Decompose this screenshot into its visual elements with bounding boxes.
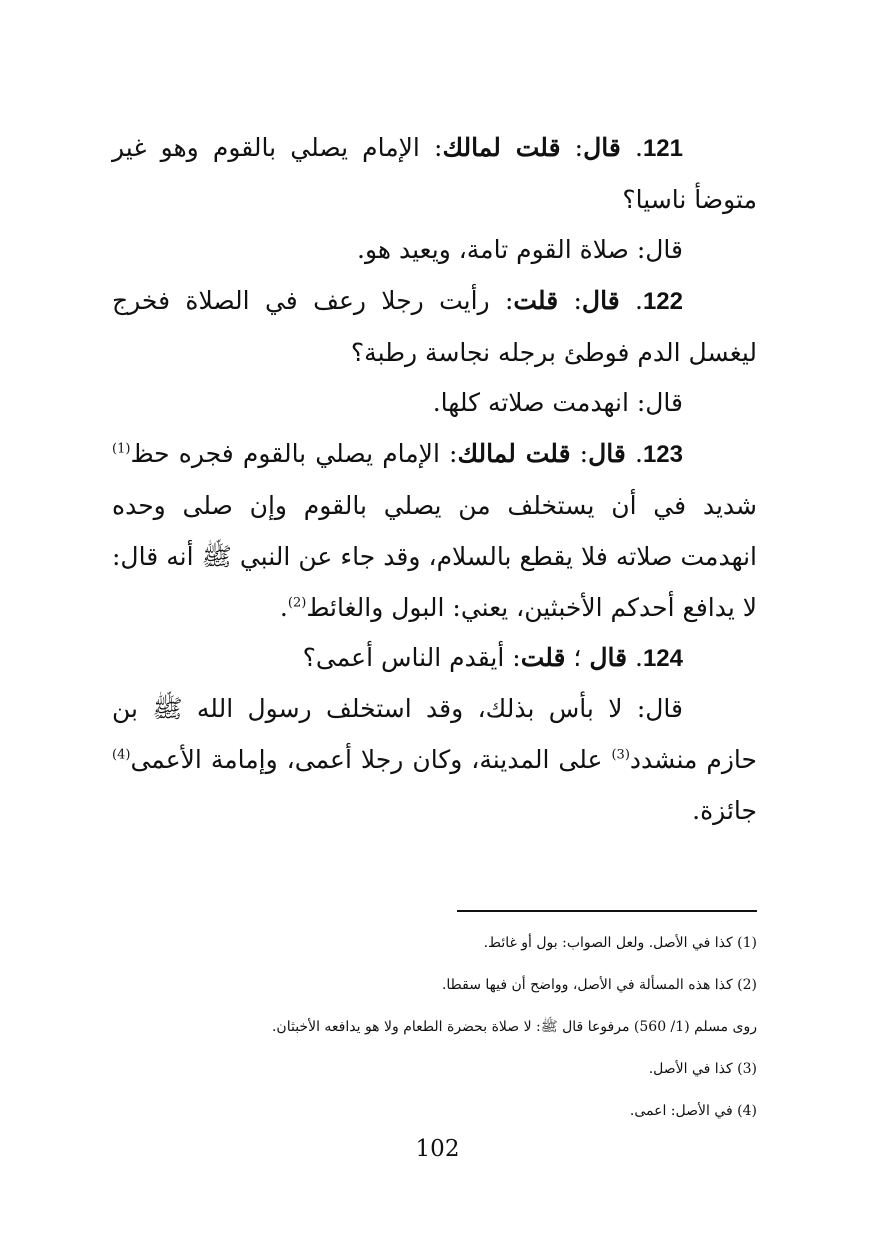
footnote-ref: (1): [112, 441, 131, 457]
footnote-divider: [457, 910, 757, 912]
footnote-2-continued: روى مسلم (1/ 560) مرفوعا قال ﷺ: لا صلاة بحضرة الطعام ولا هو يدافعه الأخبثان.: [271, 1019, 757, 1035]
page-number: 102: [415, 1136, 460, 1162]
footnote-4: (4) في الأصل: اعمى.: [629, 1103, 757, 1119]
separator: :: [558, 286, 582, 315]
question-122: [112, 275, 757, 378]
footnote-ref: (3): [611, 747, 630, 763]
footnote-2: (2) كذا هذه المسألة في الأصل، وواضح أن فيها سقطا.: [441, 977, 757, 993]
footnote-ref: (2): [287, 595, 307, 611]
paragraph-text: جائزة.: [692, 796, 757, 825]
paragraph-text: : رأيت رجلا رعف في الصلاة فخرج ليغسل الدم فوطئ برجله نجاسة رطبة؟: [112, 286, 757, 367]
speaker-label: قال: [581, 286, 620, 315]
question-number: 123: [642, 441, 683, 468]
speaker-label: قلت لمالك: [442, 133, 561, 162]
book-page: [112, 0, 757, 1240]
paragraph-text: قال: انهدمت صلاته كلها.: [432, 388, 683, 417]
question-number: 124: [642, 645, 683, 672]
question-123: [112, 428, 757, 633]
separator: ؛: [565, 643, 590, 672]
footnote-1: (1) كذا في الأصل. ولعل الصواب: بول أو غائط.: [483, 935, 757, 951]
speaker-label: قال: [588, 439, 626, 468]
paragraph-text: : الإمام يصلي بالقوم فجره حظ: [130, 439, 458, 468]
separator: :: [570, 439, 589, 468]
paragraph-text: قال: لا بأس بذلك، وقد استخلف رسول الله ﷺ بن حازم منشدد: [112, 694, 758, 774]
question-number: 121: [642, 135, 683, 162]
paragraph-text: .: [279, 593, 288, 622]
separator: .: [620, 133, 643, 162]
speaker-label: قلت: [513, 286, 559, 315]
separator: .: [627, 643, 643, 672]
paragraph-text: على المدينة، وكان رجلا أعمى، وإمامة الأعمى: [130, 745, 612, 774]
answer-121: [112, 224, 757, 275]
footnote-3: (3) كذا في الأصل.: [648, 1061, 757, 1077]
separator: .: [619, 286, 643, 315]
speaker-label: قال: [583, 133, 621, 162]
paragraph-text: : أيقدم الناس أعمى؟: [302, 643, 521, 672]
separator: .: [625, 439, 643, 468]
answer-122: [112, 377, 757, 428]
answer-124: [112, 683, 757, 836]
paragraph-text: قال: صلاة القوم تامة، ويعيد هو.: [357, 235, 683, 264]
question-number: 122: [642, 288, 683, 315]
speaker-label: قلت: [520, 643, 566, 672]
speaker-label: قلت لمالك: [457, 439, 571, 468]
question-124: [112, 632, 757, 684]
paragraph-text: : الإمام يصلي بالقوم وهو غير متوضأ ناسيا؟: [112, 133, 757, 214]
footnote-ref: (4): [112, 747, 131, 763]
paragraph-text: شديد في أن يستخلف من يصلي بالقوم وإن صلى وحده انهدمت صلاته فلا يقطع بالسلام، وقد جاء عن النبي ﷺ أنه قال: لا يدافع أحدكم الأخبثين، يعني: البول والغائط: [112, 491, 757, 622]
separator: :: [560, 133, 584, 162]
speaker-label: قال: [589, 643, 628, 672]
question-121: [112, 122, 757, 225]
